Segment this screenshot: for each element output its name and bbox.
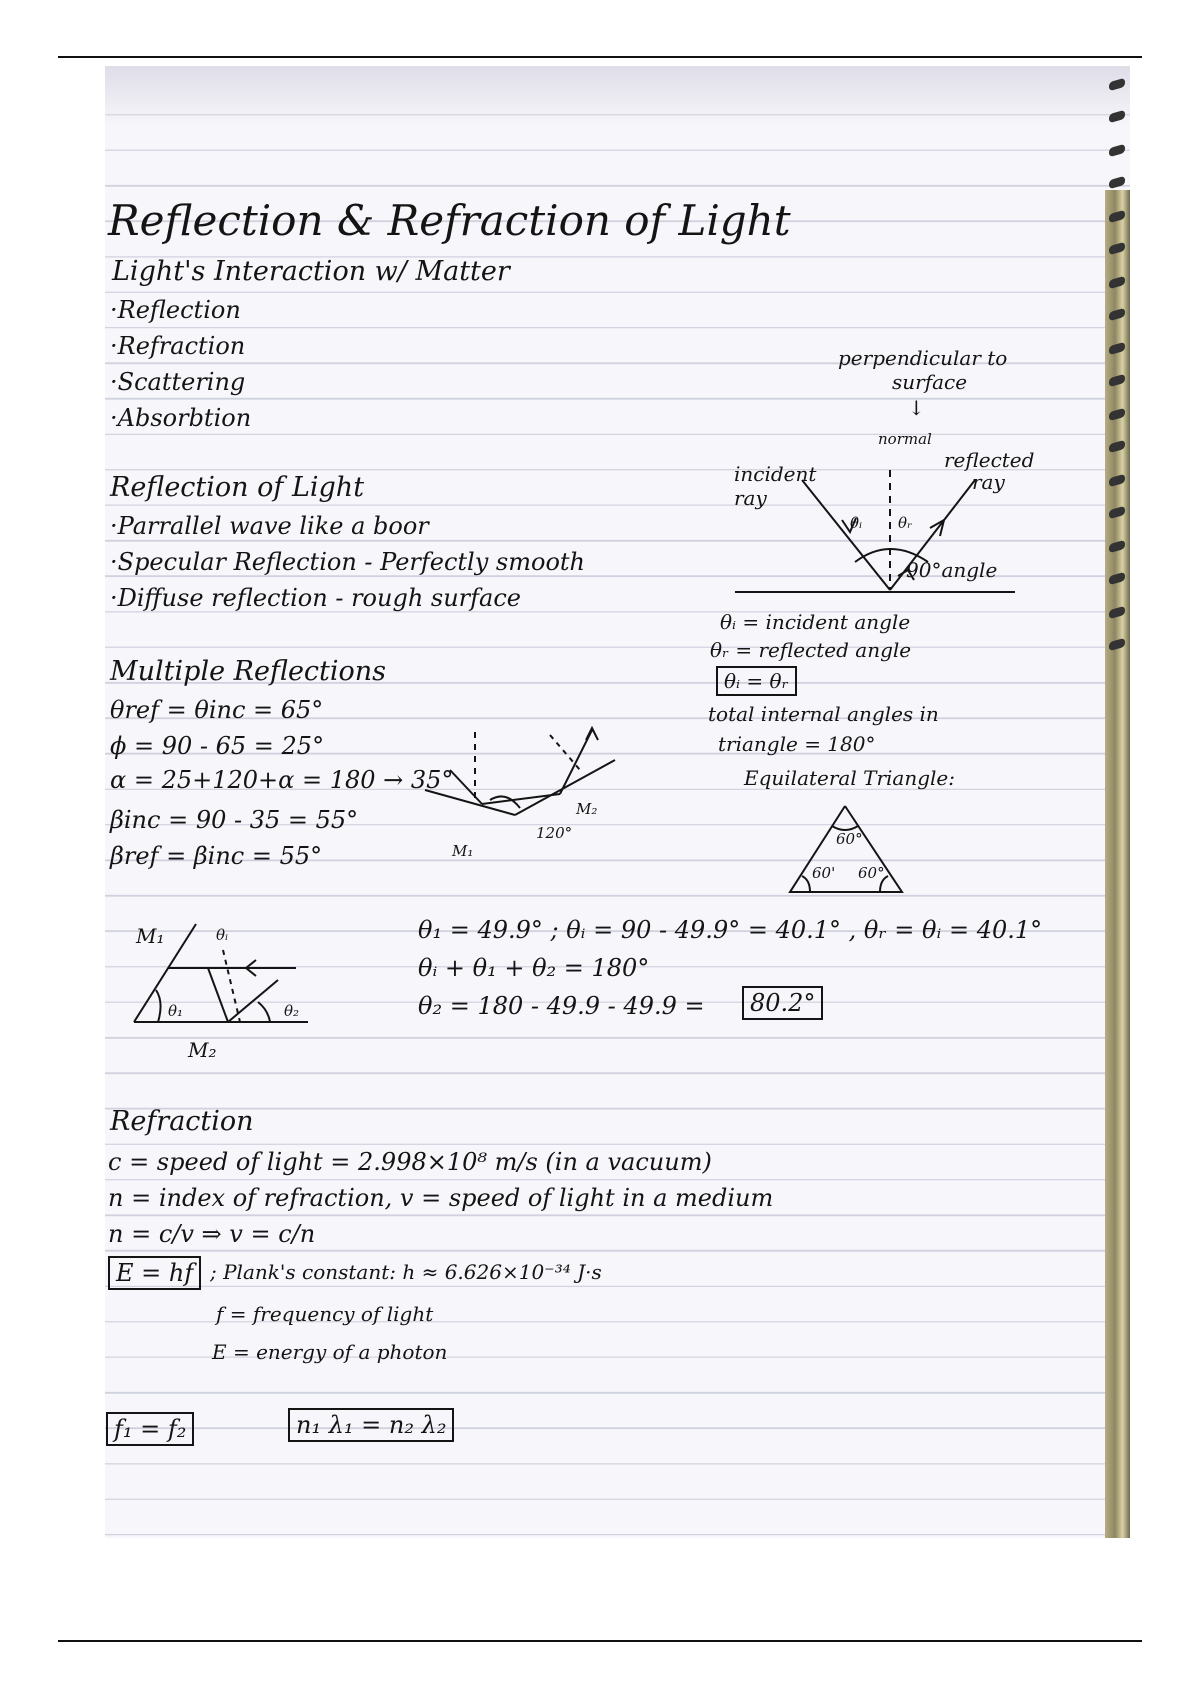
triangle-note: total internal angles in (708, 702, 939, 726)
energy-note: E = energy of a photon (212, 1340, 448, 1364)
mirror-m2-label: M₂ (188, 1038, 217, 1062)
angle-result-box: 80.2° (742, 986, 823, 1020)
reflection-item: ·Specular Reflection - Perfectly smooth (110, 548, 585, 576)
multiple-reflections-heading: Multiple Reflections (110, 656, 387, 687)
mirror-m1-label: M₁ (136, 924, 165, 948)
equilateral-label: Equilateral Triangle: (744, 766, 955, 790)
angle-calc-line: θ₁ = 49.9° ; θᵢ = 90 - 49.9° = 40.1° , θᵣ = θᵢ = 40.1° (418, 916, 1043, 944)
reflection-heading: Reflection of Light (110, 472, 365, 503)
planck-constant-note: ; Plank's constant: h ≈ 6.626×10⁻³⁴ J·s (210, 1260, 602, 1284)
reflection-item: ·Parrallel wave like a boor (110, 512, 429, 540)
mirror-m1-label: M₁ (452, 842, 474, 860)
right-angle-label: 90°angle (906, 558, 998, 582)
interaction-item: ·Scattering (110, 368, 246, 396)
bottom-page-rule (58, 1640, 1142, 1642)
interaction-heading: Light's Interaction w/ Matter (112, 256, 510, 287)
angle-right-label: 60° (858, 864, 885, 882)
theta-1-label: θ₁ (168, 1002, 184, 1020)
refraction-line: n = index of refraction, v = speed of light in a medium (108, 1184, 774, 1212)
equilateral-triangle-diagram (780, 800, 910, 900)
theta-i-label: θᵢ (216, 926, 229, 944)
page-title: Reflection & Refraction of Light (108, 196, 791, 245)
multiple-reflections-line: βref = βinc = 55° (110, 842, 323, 870)
perpendicular-note: perpendicular to (838, 346, 1008, 370)
spiral-holes (1105, 66, 1135, 706)
angle-top-label: 60° (836, 830, 863, 848)
frequency-equality-box: f₁ = f₂ (106, 1412, 194, 1446)
multiple-reflections-line: θref = θinc = 65° (110, 696, 324, 724)
interaction-item: ·Refraction (110, 332, 246, 360)
reflected-ray-label: reflected (944, 448, 1035, 472)
photon-energy-box: E = hf (108, 1256, 201, 1290)
multiple-reflections-line: α = 25+120+α = 180 → 35° (110, 766, 454, 794)
top-page-rule (58, 56, 1142, 58)
triangle-note: triangle = 180° (718, 732, 876, 756)
incident-angle-definition: θᵢ = incident angle (720, 610, 911, 634)
refraction-heading: Refraction (110, 1106, 254, 1137)
incident-ray-label: incident (734, 462, 817, 486)
angle-calc-line: θ₂ = 180 - 49.9 - 49.9 = (418, 992, 705, 1020)
refraction-line: c = speed of light = 2.998×10⁸ m/s (in a vacuum) (108, 1148, 712, 1176)
normal-label: normal (878, 430, 932, 448)
theta-i-label: θᵢ (850, 514, 863, 532)
multiple-reflections-line: βinc = 90 - 35 = 55° (110, 806, 359, 834)
refraction-line: n = c/v ⇒ v = c/n (108, 1220, 316, 1248)
angle-left-label: 60' (812, 864, 836, 882)
angle-calc-line: θᵢ + θ₁ + θ₂ = 180° (418, 954, 650, 982)
multiple-reflections-line: ϕ = 90 - 65 = 25° (110, 732, 325, 760)
theta-r-label: θᵣ (898, 514, 913, 532)
reflected-angle-definition: θᵣ = reflected angle (710, 638, 912, 662)
mirror-m2-label: M₂ (576, 800, 598, 818)
interaction-item: ·Reflection (110, 296, 241, 324)
reflected-ray-label: ray (972, 470, 1005, 494)
interaction-item: ·Absorbtion (110, 404, 252, 432)
frequency-note: f = frequency of light (216, 1302, 434, 1326)
perpendicular-note: surface (892, 370, 968, 394)
reflection-item: ·Diffuse reflection - rough surface (110, 584, 521, 612)
wavelength-relation-box: n₁ λ₁ = n₂ λ₂ (288, 1408, 454, 1442)
angle-120-label: 120° (536, 824, 573, 842)
theta-2-label: θ₂ (284, 1002, 300, 1020)
law-of-reflection-box: θᵢ = θᵣ (716, 666, 797, 696)
down-arrow-icon: ↓ (908, 396, 925, 420)
incident-ray-label: ray (734, 486, 767, 510)
multiple-reflections-diagram (420, 720, 620, 840)
